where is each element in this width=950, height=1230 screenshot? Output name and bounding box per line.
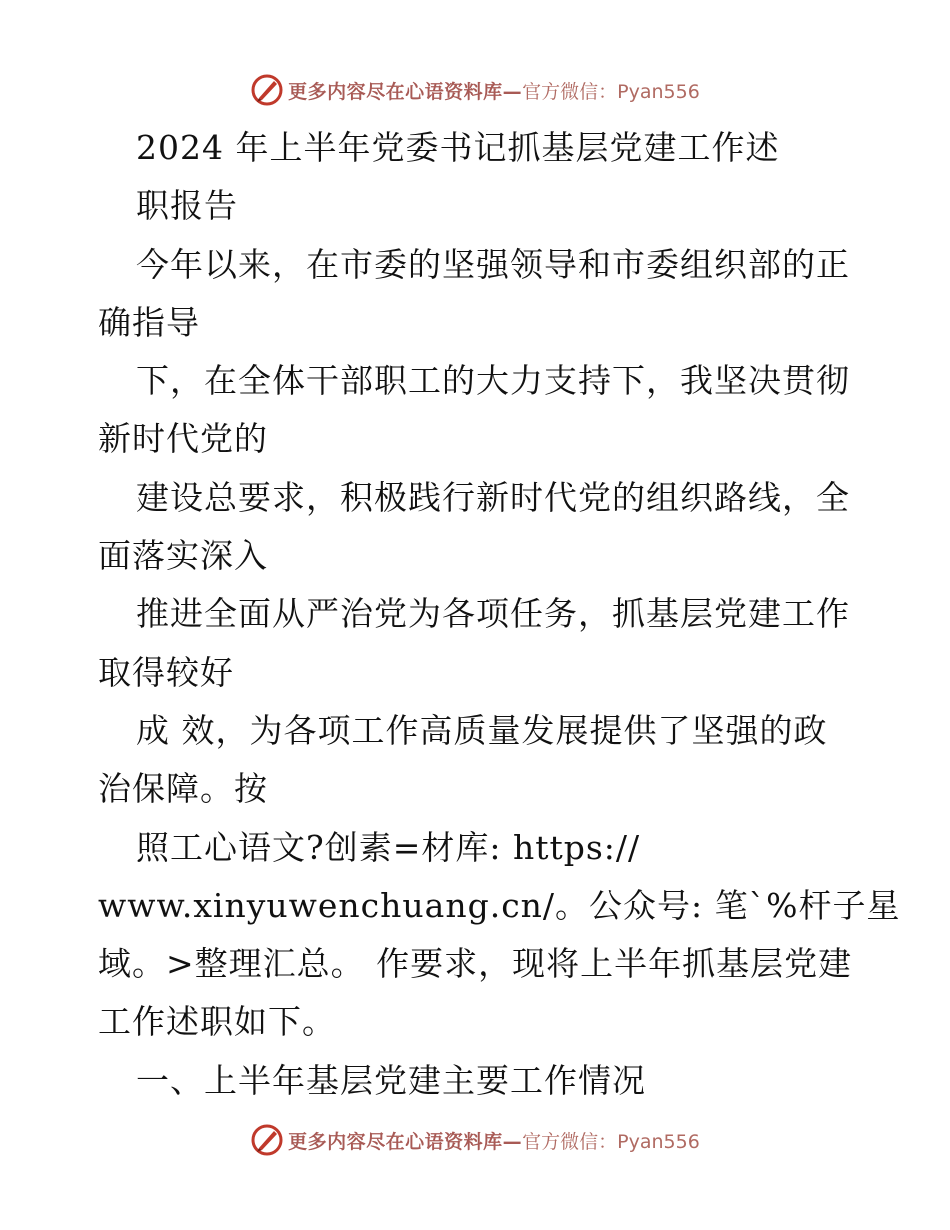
paragraph-line: 取得较好 <box>98 652 234 692</box>
watermark-wechat: 官方微信：Pyan556 <box>522 1130 700 1153</box>
paragraph-line: 成 效，为各项工作高质量发展提供了坚强的政 <box>136 710 828 750</box>
title-line-2: 职报告 <box>136 186 238 226</box>
watermark-text: 更多内容尽在心语资料库— <box>288 80 523 103</box>
paragraph-line: 新时代党的 <box>98 419 268 459</box>
paragraph-line: 下，在全体干部职工的大力支持下，我坚决贯彻 <box>136 361 850 401</box>
paragraph-line: 确指导 <box>98 302 200 342</box>
paragraph-line: 域。>整理汇总。 作要求，现将上半年抓基层党建 <box>98 944 853 984</box>
watermark-text: 更多内容尽在心语资料库— <box>288 1130 523 1153</box>
watermark-footer <box>0 1120 950 1160</box>
pen-logo-icon <box>250 73 284 107</box>
paragraph-line: www.xinyuwenchuang.cn/。公众号: 笔`%杆子星 <box>98 885 901 925</box>
paragraph-line: 工作述职如下。 <box>98 1002 336 1042</box>
paragraph-line: 面落实深入 <box>98 536 268 576</box>
title-line-1: 2024 年上半年党委书记抓基层党建工作述 <box>136 128 780 167</box>
pen-logo-icon <box>250 1123 284 1157</box>
watermark-header <box>0 70 950 110</box>
paragraph-line: 照工心语文?创素=材库: https:// <box>136 827 641 867</box>
paragraph-line: 推进全面从严治党为各项任务，抓基层党建工作 <box>136 594 850 634</box>
paragraph-line: 今年以来，在市委的坚强领导和市委组织部的正 <box>136 244 850 284</box>
paragraph-line: 治保障。按 <box>98 769 268 809</box>
watermark-wechat: 官方微信：Pyan556 <box>522 80 700 103</box>
paragraph-line: 建设总要求，积极践行新时代党的组织路线，全 <box>136 477 850 517</box>
document-body <box>98 119 901 1110</box>
section-heading: 一、上半年基层党建主要工作情况 <box>136 1060 646 1100</box>
